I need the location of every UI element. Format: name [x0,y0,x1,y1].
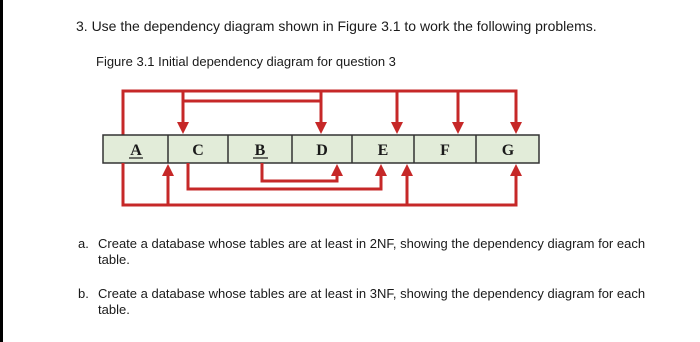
attribute-g: G [501,142,515,159]
task-a-text: Create a database whose tables are at least in 2NF, showing the dependency diagram for each table. [98,236,646,267]
attribute-e: E [377,142,389,159]
attribute-c: C [192,142,204,159]
lower-dependencies [123,163,516,205]
task-b-text: Create a database whose tables are at least in 3NF, showing the dependency diagram for each table. [98,286,646,317]
task-b-marker: b. [78,286,89,301]
question-title: 3. Use the dependency diagram shown in Figure 3.1 to work the following problems. [76,18,597,34]
attribute-b: B [254,142,266,159]
attribute-row [103,135,539,163]
attribute-f: F [440,142,450,159]
attribute-d: D [316,142,328,159]
figure-caption: Figure 3.1 Initial dependency diagram for question 3 [96,54,396,69]
dep-c-to-e [188,163,381,189]
dep-inner-bracket [183,91,321,108]
dep-b-to-d [262,163,337,181]
attribute-a: A [130,142,142,159]
dep-a-to-g-lower [123,163,516,205]
task-a-marker: a. [78,236,89,251]
upper-dependencies [123,91,516,135]
